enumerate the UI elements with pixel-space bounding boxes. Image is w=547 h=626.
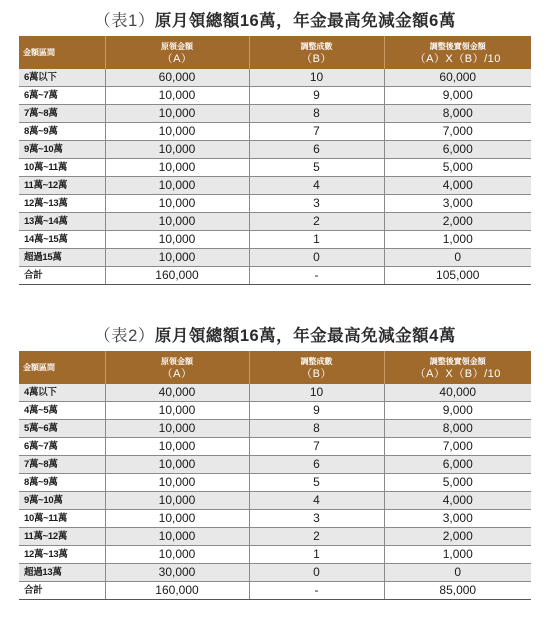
cell-adjust-ratio: 2 (249, 528, 384, 546)
cell-range: 4萬以下 (19, 384, 105, 402)
table-row (19, 492, 531, 510)
cell-range: 6萬~7萬 (19, 87, 105, 105)
cell-original-amount: 10,000 (105, 159, 249, 177)
table-row (19, 69, 531, 87)
table-2 (19, 351, 531, 600)
cell-adjusted-amount: 6,000 (384, 456, 531, 474)
table-1-title (19, 6, 531, 36)
cell-adjust-ratio: 7 (249, 123, 384, 141)
cell-original-amount: 10,000 (105, 105, 249, 123)
cell-original-amount: 10,000 (105, 123, 249, 141)
header-adjust-ratio-code: （B） (301, 367, 332, 380)
cell-adjusted-amount: 9,000 (384, 402, 531, 420)
header-adjusted-amount (384, 36, 531, 69)
cell-original-amount: 10,000 (105, 528, 249, 546)
cell-original-amount: 10,000 (105, 213, 249, 231)
cell-adjust-ratio: 7 (249, 438, 384, 456)
table-row (19, 474, 531, 492)
cell-original-amount: 160,000 (105, 582, 249, 600)
table-row (19, 384, 531, 402)
cell-range: 7萬~8萬 (19, 456, 105, 474)
cell-range: 10萬~11萬 (19, 159, 105, 177)
cell-adjust-ratio: 5 (249, 159, 384, 177)
cell-adjust-ratio: 4 (249, 177, 384, 195)
cell-range: 超過13萬 (19, 564, 105, 582)
cell-adjust-ratio: 3 (249, 510, 384, 528)
cell-range: 11萬~12萬 (19, 528, 105, 546)
cell-adjusted-amount: 3,000 (384, 510, 531, 528)
cell-adjust-ratio: 10 (249, 384, 384, 402)
cell-range: 9萬~10萬 (19, 141, 105, 159)
cell-adjust-ratio: - (249, 267, 384, 285)
table-row (19, 177, 531, 195)
cell-adjust-ratio: - (249, 582, 384, 600)
header-range: 金額區間 (19, 351, 105, 384)
cell-adjusted-amount: 1,000 (384, 231, 531, 249)
cell-range: 12萬~13萬 (19, 195, 105, 213)
header-range: 金額區間 (19, 36, 105, 69)
table-1 (19, 36, 531, 285)
cell-adjust-ratio: 1 (249, 231, 384, 249)
table-row (19, 231, 531, 249)
cell-original-amount: 40,000 (105, 384, 249, 402)
cell-original-amount: 30,000 (105, 564, 249, 582)
cell-original-amount: 60,000 (105, 69, 249, 87)
table-1-header-row (19, 36, 531, 69)
cell-original-amount: 10,000 (105, 420, 249, 438)
cell-adjust-ratio: 6 (249, 141, 384, 159)
cell-range: 8萬~9萬 (19, 474, 105, 492)
table-row (19, 105, 531, 123)
table-2-title (19, 321, 531, 351)
table-row (19, 438, 531, 456)
cell-range: 8萬~9萬 (19, 123, 105, 141)
cell-adjusted-amount: 60,000 (384, 69, 531, 87)
header-adjusted-amount-formula: （A）X（B）/10 (414, 52, 501, 65)
table-2-title-main: 原月領總額16萬，年金最高免減金額4萬 (154, 327, 456, 345)
cell-adjusted-amount: 4,000 (384, 492, 531, 510)
cell-adjust-ratio: 5 (249, 474, 384, 492)
header-adjusted-amount-label: 調整後實領金額 (429, 356, 486, 366)
cell-adjusted-amount: 2,000 (384, 213, 531, 231)
table-row (19, 159, 531, 177)
header-adjust-ratio-code: （B） (301, 52, 332, 65)
cell-original-amount: 10,000 (105, 87, 249, 105)
cell-original-amount: 10,000 (105, 510, 249, 528)
header-original-amount-code: （A） (161, 367, 193, 380)
table-row (19, 141, 531, 159)
cell-adjusted-amount: 4,000 (384, 177, 531, 195)
table-row (19, 267, 531, 285)
cell-range: 6萬以下 (19, 69, 105, 87)
cell-original-amount: 10,000 (105, 456, 249, 474)
cell-adjust-ratio: 8 (249, 420, 384, 438)
cell-range: 超過15萬 (19, 249, 105, 267)
table-1-body (19, 69, 531, 285)
cell-original-amount: 10,000 (105, 402, 249, 420)
cell-adjust-ratio: 9 (249, 402, 384, 420)
table-row (19, 564, 531, 582)
table-row (19, 582, 531, 600)
cell-range: 5萬~6萬 (19, 420, 105, 438)
cell-adjust-ratio: 3 (249, 195, 384, 213)
cell-original-amount: 10,000 (105, 231, 249, 249)
cell-adjust-ratio: 2 (249, 213, 384, 231)
cell-adjust-ratio: 1 (249, 546, 384, 564)
table-row (19, 195, 531, 213)
cell-adjusted-amount: 5,000 (384, 159, 531, 177)
cell-range: 合計 (19, 582, 105, 600)
cell-adjusted-amount: 7,000 (384, 123, 531, 141)
header-adjust-ratio (249, 36, 384, 69)
cell-range: 9萬~10萬 (19, 492, 105, 510)
table-row (19, 87, 531, 105)
cell-original-amount: 160,000 (105, 267, 249, 285)
cell-original-amount: 10,000 (105, 438, 249, 456)
cell-adjust-ratio: 9 (249, 87, 384, 105)
table-2-body (19, 384, 531, 600)
cell-adjusted-amount: 3,000 (384, 195, 531, 213)
header-original-amount (105, 351, 249, 384)
header-original-amount-label: 原領金額 (161, 41, 193, 51)
cell-adjusted-amount: 8,000 (384, 420, 531, 438)
cell-range: 14萬~15萬 (19, 231, 105, 249)
cell-adjusted-amount: 5,000 (384, 474, 531, 492)
header-adjust-ratio-label: 調整成數 (300, 41, 333, 51)
cell-adjusted-amount: 9,000 (384, 87, 531, 105)
cell-range: 11萬~12萬 (19, 177, 105, 195)
table-row (19, 402, 531, 420)
cell-adjusted-amount: 0 (384, 564, 531, 582)
cell-range: 4萬~5萬 (19, 402, 105, 420)
table-2-title-tag: （表2） (94, 327, 155, 345)
table-row (19, 213, 531, 231)
cell-original-amount: 10,000 (105, 474, 249, 492)
cell-adjust-ratio: 0 (249, 249, 384, 267)
cell-adjusted-amount: 85,000 (384, 582, 531, 600)
header-original-amount-label: 原領金額 (161, 356, 193, 366)
cell-original-amount: 10,000 (105, 141, 249, 159)
cell-adjust-ratio: 6 (249, 456, 384, 474)
header-original-amount (105, 36, 249, 69)
header-adjusted-amount-formula: （A）X（B）/10 (414, 367, 501, 380)
cell-range: 13萬~14萬 (19, 213, 105, 231)
cell-adjusted-amount: 7,000 (384, 438, 531, 456)
cell-original-amount: 10,000 (105, 195, 249, 213)
cell-adjusted-amount: 105,000 (384, 267, 531, 285)
cell-adjusted-amount: 2,000 (384, 528, 531, 546)
cell-adjust-ratio: 4 (249, 492, 384, 510)
cell-original-amount: 10,000 (105, 546, 249, 564)
cell-adjust-ratio: 0 (249, 564, 384, 582)
table-row (19, 528, 531, 546)
header-adjusted-amount (384, 351, 531, 384)
cell-adjusted-amount: 0 (384, 249, 531, 267)
table-row (19, 123, 531, 141)
cell-range: 12萬~13萬 (19, 546, 105, 564)
table-2-header-row (19, 351, 531, 384)
table-row (19, 510, 531, 528)
header-adjust-ratio (249, 351, 384, 384)
header-original-amount-code: （A） (161, 52, 193, 65)
table-1-title-tag: （表1） (94, 12, 155, 30)
table-row (19, 249, 531, 267)
cell-original-amount: 10,000 (105, 177, 249, 195)
cell-range: 合計 (19, 267, 105, 285)
cell-adjusted-amount: 40,000 (384, 384, 531, 402)
header-adjusted-amount-label: 調整後實領金額 (429, 41, 486, 51)
cell-original-amount: 10,000 (105, 492, 249, 510)
table-row (19, 546, 531, 564)
cell-range: 10萬~11萬 (19, 510, 105, 528)
cell-adjusted-amount: 1,000 (384, 546, 531, 564)
cell-adjust-ratio: 8 (249, 105, 384, 123)
cell-adjusted-amount: 8,000 (384, 105, 531, 123)
table-row (19, 420, 531, 438)
cell-adjusted-amount: 6,000 (384, 141, 531, 159)
table-1-section (19, 6, 531, 285)
cell-adjust-ratio: 10 (249, 69, 384, 87)
table-1-title-main: 原月領總額16萬，年金最高免減金額6萬 (154, 12, 456, 30)
header-adjust-ratio-label: 調整成數 (300, 356, 333, 366)
table-2-section (19, 321, 531, 600)
cell-range: 7萬~8萬 (19, 105, 105, 123)
table-row (19, 456, 531, 474)
cell-range: 6萬~7萬 (19, 438, 105, 456)
cell-original-amount: 10,000 (105, 249, 249, 267)
